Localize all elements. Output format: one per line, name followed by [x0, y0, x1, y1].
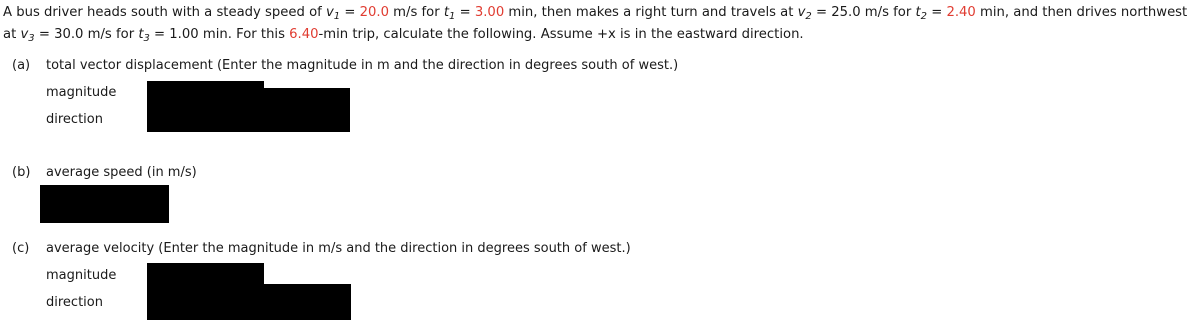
- v1-symbol: $v_1$: [325, 5, 341, 22]
- part-a-heading: [12, 58, 678, 73]
- part-b-letter: (b): [12, 165, 31, 180]
- part-c-direction-answer-field[interactable]: [147, 284, 351, 320]
- v2-symbol: $v_2$: [797, 5, 812, 22]
- part-c-direction-label: direction: [46, 295, 103, 310]
- part-b-heading: [12, 165, 197, 180]
- part-c-magnitude-label: magnitude: [46, 268, 117, 283]
- t2-value: 2.40: [946, 5, 976, 20]
- part-c-text: average velocity (Enter the magnitude in m/s and the direction in degrees south of west.): [46, 241, 631, 256]
- part-a-magnitude-label: magnitude: [46, 85, 117, 100]
- v3-symbol: $v_3$: [20, 27, 35, 44]
- t2-symbol: $t_2$: [915, 5, 928, 22]
- t3-symbol: $t_3$: [138, 27, 150, 44]
- part-a-direction-label: direction: [46, 112, 103, 127]
- part-b-text: average speed (in m/s): [46, 165, 197, 180]
- part-c-heading: [12, 241, 631, 256]
- problem-statement: A bus driver heads south with a steady speed of $v_1 = 20.0$ m/s for $t_1 = 3.00$ min, then makes a right turn and travels at $v_2 = 25.0$ m/s for $t_2 = 2.40$ min, and then drives northwest at $v_3 = 30.0$ m/s for $t_3 = 1.00$ min. For this 6.40-min trip, calculate the following. Assume +x is in the eastward direction.: [3, 5, 1188, 44]
- v1-value: 20.0: [359, 5, 389, 20]
- part-c-letter: (c): [12, 241, 30, 256]
- part-a-letter: (a): [12, 58, 31, 73]
- t1-symbol: $t_1$: [443, 5, 456, 22]
- total-time-value: 6.40: [289, 27, 319, 42]
- part-a-direction-answer-field[interactable]: [147, 88, 350, 132]
- t1-value: 3.00: [474, 5, 505, 20]
- part-a-text: total vector displacement (Enter the magnitude in m and the direction in degrees south of west.): [46, 58, 679, 73]
- part-b-answer-field[interactable]: [40, 185, 169, 223]
- problem-text: A bus driver heads south with a steady speed of: [3, 5, 326, 20]
